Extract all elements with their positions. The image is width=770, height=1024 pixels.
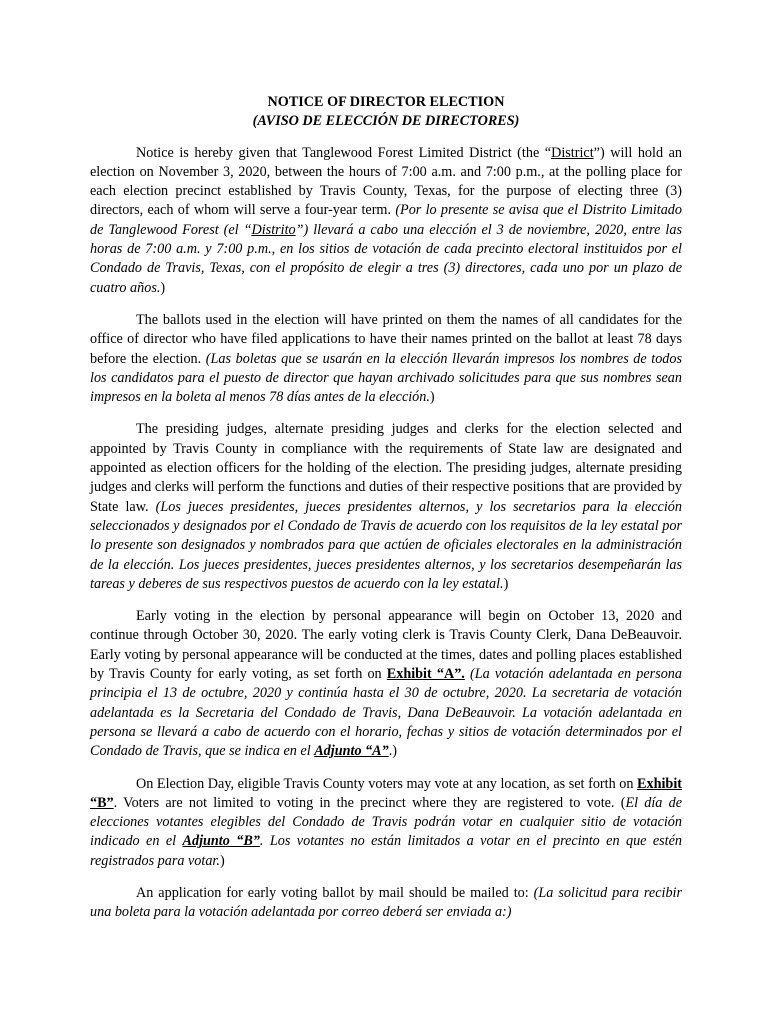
- text-en: ”) will hold an election on November 3, 2020, between the hours of 7:00 a.m. and 7:00 p.m., at the polling place for each election precinct established by Travis County, Texas, for the purpose of electing three (3) directors, each of whom will serve a four-year term.: [90, 144, 682, 219]
- text-es-part: (Por lo presente se avisa que el Distrito Limitado de Tanglewood Forest (el “: [90, 202, 682, 238]
- paragraph-ballots: [90, 311, 682, 407]
- text-en: Early voting in the election by personal appearance will begin on October 13, 2020 and continue through October 30, 2020. The early voting clerk is Travis County Clerk, Dana DeBeauvoir. Early voting by personal appearance will be conducted at the times, dates and polling places established by Travis County for early voting, as set forth on: [90, 608, 682, 683]
- text-en: The presiding judges, alternate presiding judges and clerks for the election selected and appointed by Travis County in compliance with the requirements of State law are designated and appointed as election officers for the holding of the election. The presiding judges, alternate presiding judges and clerks will perform the functions and duties of their respective positions that are provided by State law.: [90, 421, 682, 515]
- text-en: An application for early voting ballot by mail should be mailed to:: [136, 884, 534, 901]
- paragraph-mail-ballot: [90, 884, 682, 923]
- exhibit-b-reference: Exhibit “B”: [90, 775, 682, 811]
- closing-paren: .): [388, 743, 398, 760]
- defined-term-distrito: Distrito: [251, 221, 296, 238]
- notice-document: [90, 93, 682, 936]
- closing-paren: ): [219, 852, 225, 869]
- document-title: NOTICE OF DIRECTOR ELECTION: [267, 94, 505, 110]
- text-en: The ballots used in the election will have printed on them the names of all candidates for the office of director who have filed applications to have their names printed on the ballot at least 78 days before the election.: [90, 311, 682, 367]
- text-en: On Election Day, eligible Travis County voters may vote at any location, as set forth on: [136, 775, 638, 792]
- closing-paren: ): [503, 575, 509, 592]
- text-es-part: (La votación adelantada en persona principia el 13 de octubre, 2020 y continúa hasta el 30 de octubre, 2020. La secretaria de votación adelantada es la Secretaria del Condado de Travis, Dana DeBeauvoir. La votación adelantada en persona se llevará a cabo de acuerdo con el horario, fechas y sitios de votación determinados por el Condado de Travis, que se indica en el: [90, 666, 682, 760]
- closing-paren: ): [160, 279, 166, 296]
- opening-paren: (: [620, 794, 626, 811]
- adjunto-a-reference: Adjunto “A”: [314, 743, 389, 760]
- text-es: (Las boletas que se usarán en la elección llevarán impresos los nombres de todos los candidatos para el puesto de director que hayan archivado solicitudes para que sus nombres sean impresos en la boleta al menos 78 días antes de la elección.: [90, 350, 683, 406]
- closing-paren: ): [429, 389, 435, 406]
- text-es-part: ”) llevará a cabo una elección el 3 de noviembre, 2020, entre las horas de 7:00 a.m. y 7:00 p.m., en los sitios de votación de cada precinto electoral instituidos por el Condado de Travis, Texas, con el propósito de elegir a tres (3) directores, cada uno por un plazo de cuatro años.: [90, 221, 682, 296]
- text-es-part: El día de elecciones votantes elegibles del Condado de Travis podrán votar en cualquier sitio de votación indicado en el: [90, 794, 682, 850]
- text-es: (La solicitud para recibir una boleta para la votación adelantada por correo deberá ser enviada a:): [90, 884, 682, 921]
- text-es-part: . Los votantes no están limitados a votar en el precinto en que estén registrados para votar.: [90, 833, 683, 869]
- defined-term-district: District: [551, 144, 594, 161]
- document-subtitle: (AVISO DE ELECCIÓN DE DIRECTORES): [252, 113, 520, 130]
- paragraph-election-notice: [90, 144, 682, 298]
- exhibit-a-reference: Exhibit “A”.: [386, 666, 465, 683]
- adjunto-b-reference: Adjunto “B”: [182, 833, 260, 850]
- paragraph-early-voting: [90, 607, 682, 761]
- text-es: (Los jueces presidentes, jueces presidentes alternos, y los secretarios para la elección seleccionados y designados por el Condado de Travis de acuerdo con los requisitos de la ley estatal por lo presente son designados y nombrados para que actúen de oficiales electorales en la administración de la elección. Los jueces presidentes, jueces presidentes alternos, y los secretarios desempeñarán las tareas y deberes de sus respectivos puestos de acuerdo con la ley estatal.: [90, 498, 682, 592]
- paragraph-election-day: [90, 775, 682, 871]
- text-en: Notice is hereby given that Tanglewood Forest Limited District (the “: [136, 144, 552, 161]
- text-en: . Voters are not limited to voting in the precinct where they are registered to vote.: [113, 794, 621, 811]
- paragraph-election-officers: [90, 420, 682, 594]
